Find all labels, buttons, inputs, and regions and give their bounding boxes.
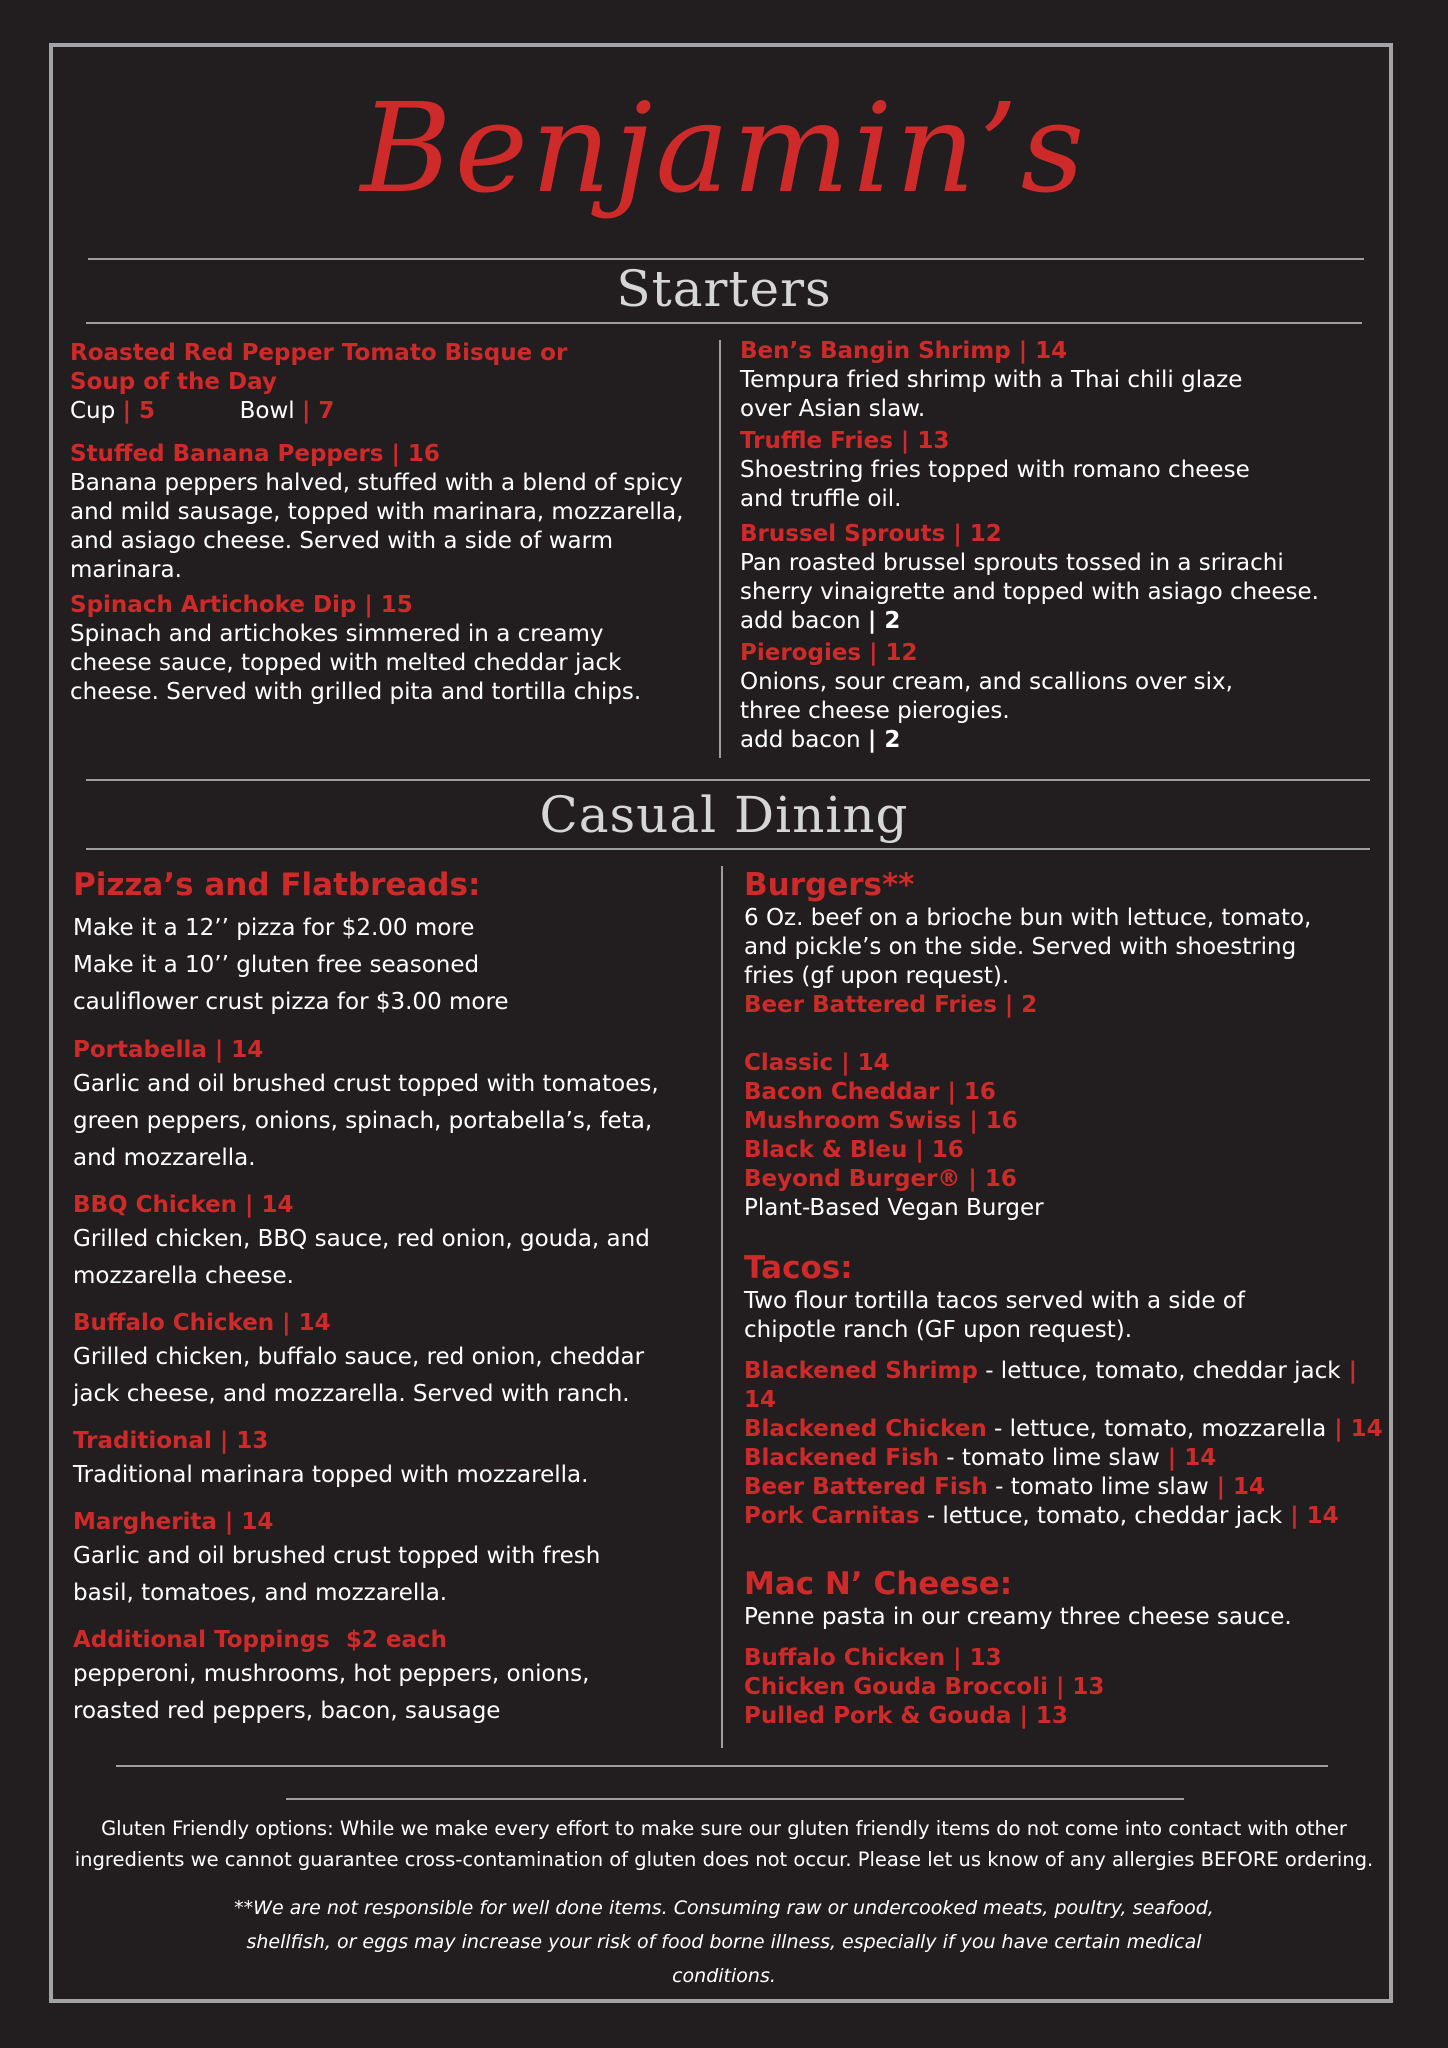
menu-item-desc: Pan roasted brussel sprouts tossed in a srirachi sherry vinaigrette and topped with asiago cheese. — [740, 550, 1319, 605]
menu-item-title: Ben’s Bangin Shrimp | 14 — [740, 338, 1068, 364]
taco-detail: - lettuce, tomato, mozzarella — [986, 1416, 1327, 1442]
list-item — [744, 1357, 1384, 1415]
addon-price: | 2 — [867, 727, 901, 753]
list-item — [744, 1444, 1384, 1473]
menu-item-title: Buffalo Chicken | 13 — [744, 1645, 1002, 1671]
casual-right-column — [744, 866, 1384, 1731]
soup-prices — [70, 397, 720, 426]
taco-price: | 14 — [1282, 1503, 1339, 1529]
taco-price: | 14 — [1159, 1445, 1217, 1471]
divider — [86, 779, 1370, 781]
menu-item-title: Mushroom Swiss | 16 — [744, 1108, 1018, 1134]
taco-price: | 14 — [744, 1358, 1357, 1413]
divider — [286, 1798, 1184, 1800]
menu-item-title: Margherita | 14 — [73, 1509, 274, 1535]
menu-item-desc: pepperoni, mushrooms, hot peppers, onions, roasted red peppers, bacon, sausage — [73, 1661, 590, 1724]
addon-label: add bacon — [740, 608, 861, 634]
taco-name: Blackened Fish — [744, 1445, 939, 1471]
bowl-label: Bowl — [239, 398, 295, 424]
taco-name: Beer Battered Fish — [744, 1474, 988, 1500]
menu-item-desc: Grilled chicken, buffalo sauce, red onion, cheddar jack cheese, and mozzarella. Served with ranch. — [73, 1344, 645, 1407]
column-divider — [721, 866, 723, 1748]
tacos-desc: Two flour tortilla tacos served with a side of chipotle ranch (GF upon request). — [744, 1288, 1245, 1343]
menu-item-title: Spinach Artichoke Dip | 15 — [70, 592, 413, 618]
food-safety-disclaimer: **We are not responsible for well done items. Consuming raw or undercooked meats, poultry, seafood, shellfish, or eggs may increase your risk of food borne illness, especially if you have certain medical conditions. — [234, 1897, 1214, 1987]
menu-item-desc: Grilled chicken, BBQ sauce, red onion, gouda, and mozzarella cheese. — [73, 1226, 650, 1289]
cup-label: Cup — [70, 398, 116, 424]
group-heading-pizza: Pizza’s and Flatbreads: — [73, 867, 481, 903]
menu-item-title: Brussel Sprouts | 12 — [740, 521, 1002, 547]
menu-item-desc: Shoestring fries topped with romano cheese and truffle oil. — [740, 457, 1250, 512]
section-title-starters: Starters — [616, 260, 832, 318]
menu-item-title: Beyond Burger® | 16 — [744, 1166, 1017, 1192]
taco-name: Blackened Chicken — [744, 1416, 987, 1442]
menu-item-desc: Onions, sour cream, and scallions over six, three cheese pierogies. — [740, 669, 1233, 724]
divider — [86, 322, 1362, 324]
menu-item-title: Roasted Red Pepper Tomato Bisque or Soup of the Day — [70, 340, 568, 395]
menu-item-title: Black & Bleu | 16 — [744, 1137, 964, 1163]
menu-item-title: Pierogies | 12 — [740, 640, 918, 666]
tacos-list — [744, 1357, 1384, 1531]
menu-item-desc: Garlic and oil brushed crust topped with tomatoes, green peppers, onions, spinach, portabella’s, feta, and mozzarella. — [73, 1071, 659, 1171]
list-item — [744, 1415, 1384, 1444]
vegan-note: Plant-Based Vegan Burger — [744, 1195, 1044, 1221]
menu-item-desc: Banana peppers halved, stuffed with a blend of spicy and mild sausage, topped with marinara, mozzarella, and asiago cheese. Served with a side of warm marinara. — [70, 470, 684, 583]
pizza-note: Make it a 12’’ pizza for $2.00 more — [73, 915, 475, 941]
taco-price: | 14 — [1208, 1474, 1266, 1500]
burger-desc: 6 Oz. beef on a brioche bun with lettuce, tomato, and pickle’s on the side. Served with shoestring fries (gf upon request). — [744, 905, 1312, 989]
column-divider — [719, 340, 721, 758]
menu-item-desc: Traditional marinara topped with mozzarella. — [73, 1462, 589, 1488]
addon-label: add bacon — [740, 727, 861, 753]
pizza-column — [73, 866, 713, 1730]
group-heading-mac-n-cheese: Mac N’ Cheese: — [744, 1566, 1013, 1602]
taco-name: Blackened Shrimp — [744, 1358, 978, 1384]
taco-detail: - lettuce, tomato, cheddar jack — [919, 1503, 1283, 1529]
menu-item-desc: Tempura fried shrimp with a Thai chili glaze over Asian slaw. — [740, 367, 1243, 422]
bowl-price: | 7 — [301, 398, 335, 424]
menu-item-title: Classic | 14 — [744, 1050, 890, 1076]
menu-item-title: Portabella | 14 — [73, 1037, 264, 1063]
starters-left-column — [70, 339, 720, 707]
taco-detail: - tomato lime slaw — [938, 1445, 1160, 1471]
group-heading-tacos: Tacos: — [744, 1250, 853, 1286]
menu-item-desc: Garlic and oil brushed crust topped with fresh basil, tomatoes, and mozzarella. — [73, 1543, 601, 1606]
taco-detail: - tomato lime slaw — [987, 1474, 1209, 1500]
gluten-friendly-note: Gluten Friendly options: While we make every effort to make sure our gluten friendly items do not come into contact with other ingredients we cannot guarantee cross-contamination of gluten does not occur. Please let us know of any allergies BEFORE ordering. — [74, 1817, 1374, 1871]
section-title-casual-dining: Casual Dining — [539, 786, 909, 844]
menu-item-title: BBQ Chicken | 14 — [73, 1192, 294, 1218]
menu-item-title: Chicken Gouda Broccoli | 13 — [744, 1674, 1105, 1700]
cup-price: | 5 — [122, 398, 155, 424]
menu-item-title: Additional Toppings $2 each — [73, 1627, 448, 1653]
menu-item-title: Traditional | 13 — [73, 1428, 269, 1454]
addon — [740, 607, 1355, 636]
taco-name: Pork Carnitas — [744, 1503, 920, 1529]
menu-item-title: Stuffed Banana Peppers | 16 — [70, 441, 440, 467]
pizza-note: Make it a 10’’ gluten free seasoned cauliflower crust pizza for $3.00 more — [73, 952, 509, 1015]
divider — [86, 848, 1370, 850]
menu-item-title: Bacon Cheddar | 16 — [744, 1079, 996, 1105]
menu-item-desc: Spinach and artichokes simmered in a creamy cheese sauce, topped with melted cheddar jack cheese. Served with grilled pita and tortilla chips. — [70, 621, 642, 705]
addon-price: | 2 — [867, 608, 901, 634]
menu-item-title: Buffalo Chicken | 14 — [73, 1310, 331, 1336]
starters-right-column — [740, 337, 1355, 755]
menu-item-title: Beer Battered Fries | 2 — [744, 992, 1038, 1018]
mac-desc: Penne pasta in our creamy three cheese sauce. — [744, 1604, 1292, 1630]
taco-price: | 14 — [1326, 1416, 1383, 1442]
restaurant-logo: Benjamin’s — [360, 77, 1088, 221]
menu-item-title: Pulled Pork & Gouda | 13 — [744, 1703, 1068, 1729]
menu-item-title: Truffle Fries | 13 — [740, 428, 950, 454]
taco-detail: - lettuce, tomato, cheddar jack — [977, 1358, 1341, 1384]
group-heading-burgers: Burgers** — [744, 867, 915, 903]
list-item — [744, 1473, 1384, 1502]
list-item — [744, 1502, 1384, 1531]
addon — [740, 726, 1355, 755]
divider — [116, 1765, 1328, 1767]
